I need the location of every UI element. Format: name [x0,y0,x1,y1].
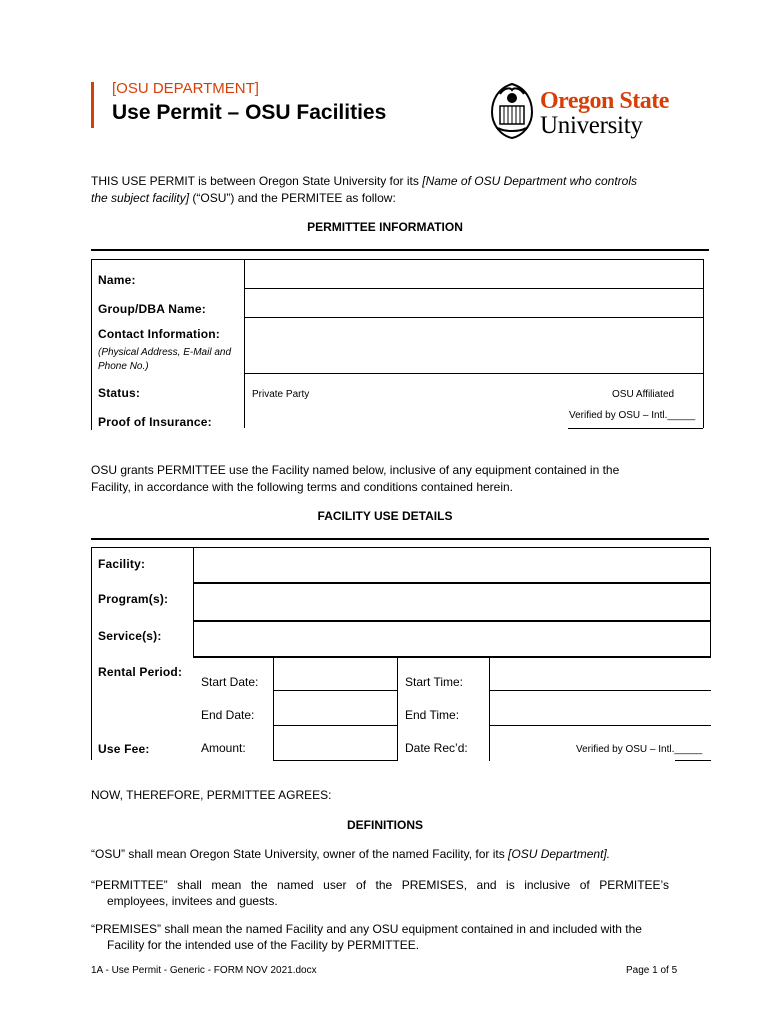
insurance-verified[interactable]: Verified by OSU – Intl._____ [569,410,696,421]
rental-period-label: Rental Period: [98,665,183,679]
footer-page-number: Page 1 of 5 [626,965,678,976]
intro-text: THIS USE PERMIT is between Oregon State University for its [91,174,423,188]
definition-osu-text: “OSU” shall mean Oregon State University, owner of the named Facility, for its [91,847,509,861]
end-time-label: End Time: [405,708,460,722]
start-date-field[interactable] [275,659,395,689]
status-private-option[interactable]: Private Party [252,389,310,400]
definition-permittee-line-1: “PERMITTEE” shall mean the named user of the PREMISES, and is inclusive of PERMITEE’s [91,878,669,892]
programs-label: Program(s): [98,592,169,606]
status-affiliated-option[interactable]: OSU Affiliated [612,389,675,400]
contact-label: Contact Information: [98,327,220,341]
end-date-label: End Date: [201,708,255,722]
agrees-line: NOW, THEREFORE, PERMITTEE AGREES: [91,788,332,802]
services-field[interactable] [195,623,708,653]
use-fee-label: Use Fee: [98,742,150,756]
definition-osu [91,846,711,863]
intro-text-2: (“OSU”) and the PERMITEE as follow: [189,191,396,205]
grant-line-2: Facility, in accordance with the following terms and conditions contained herein. [91,480,514,494]
end-date-field[interactable] [275,692,395,724]
intro-italic: [Name of OSU Department who controls [422,174,637,188]
intro-paragraph [91,173,691,207]
osu-seal-icon [488,82,536,140]
start-date-label: Start Date: [201,675,259,689]
date-recd-label: Date Rec’d: [405,741,468,755]
facility-field[interactable] [195,550,708,580]
definition-premises-line-1: “PREMISES” shall mean the named Facility and any OSU equipment contained in and included with the [91,922,642,936]
end-time-field[interactable] [491,692,706,724]
start-time-field[interactable] [491,659,706,689]
status-label: Status: [98,386,141,400]
facility-rule [91,538,709,540]
definition-osu-italic: [OSU Department]. [508,847,611,861]
programs-field[interactable] [195,585,708,617]
facility-label: Facility: [98,557,146,571]
definition-permittee-line-2: employees, invitees and guests. [107,894,278,908]
grant-line-1: OSU grants PERMITTEE use the Facility named below, inclusive of any equipment contained in the [91,463,620,477]
contact-field[interactable] [246,320,701,372]
amount-field[interactable] [275,727,395,759]
insurance-label: Proof of Insurance: [98,415,212,429]
definition-premises-line-2: Facility for the intended use of the Facility by PERMITTEE. [107,938,420,952]
permittee-rule [91,249,709,251]
permittee-heading: PERMITTEE INFORMATION [307,220,463,234]
document-title: Use Permit – OSU Facilities [112,101,387,124]
logo-university: University [540,112,643,139]
fee-verified[interactable]: Verified by OSU – Intl._____ [576,744,703,755]
contact-sublabel [98,346,231,374]
accent-bar [91,82,94,128]
services-label: Service(s): [98,629,162,643]
start-time-label: Start Time: [405,675,464,689]
logo-oregon-state: Oregon State [540,88,669,114]
definitions-heading: DEFINITIONS [346,818,423,832]
group-field[interactable] [246,291,701,318]
contact-sub-1: (Physical Address, E-Mail and [98,347,232,358]
name-label: Name: [98,273,136,287]
facility-heading: FACILITY USE DETAILS [317,509,453,523]
grant-paragraph [91,462,711,496]
footer-filename: 1A - Use Permit - Generic - FORM NOV 2021.docx [91,965,317,976]
contact-sub-2: Phone No.) [98,361,149,372]
name-field[interactable] [246,262,701,289]
department-placeholder: [OSU DEPARTMENT] [112,80,259,97]
amount-label: Amount: [201,741,246,755]
intro-italic-2: the subject facility] [91,191,190,205]
group-label: Group/DBA Name: [98,302,206,316]
